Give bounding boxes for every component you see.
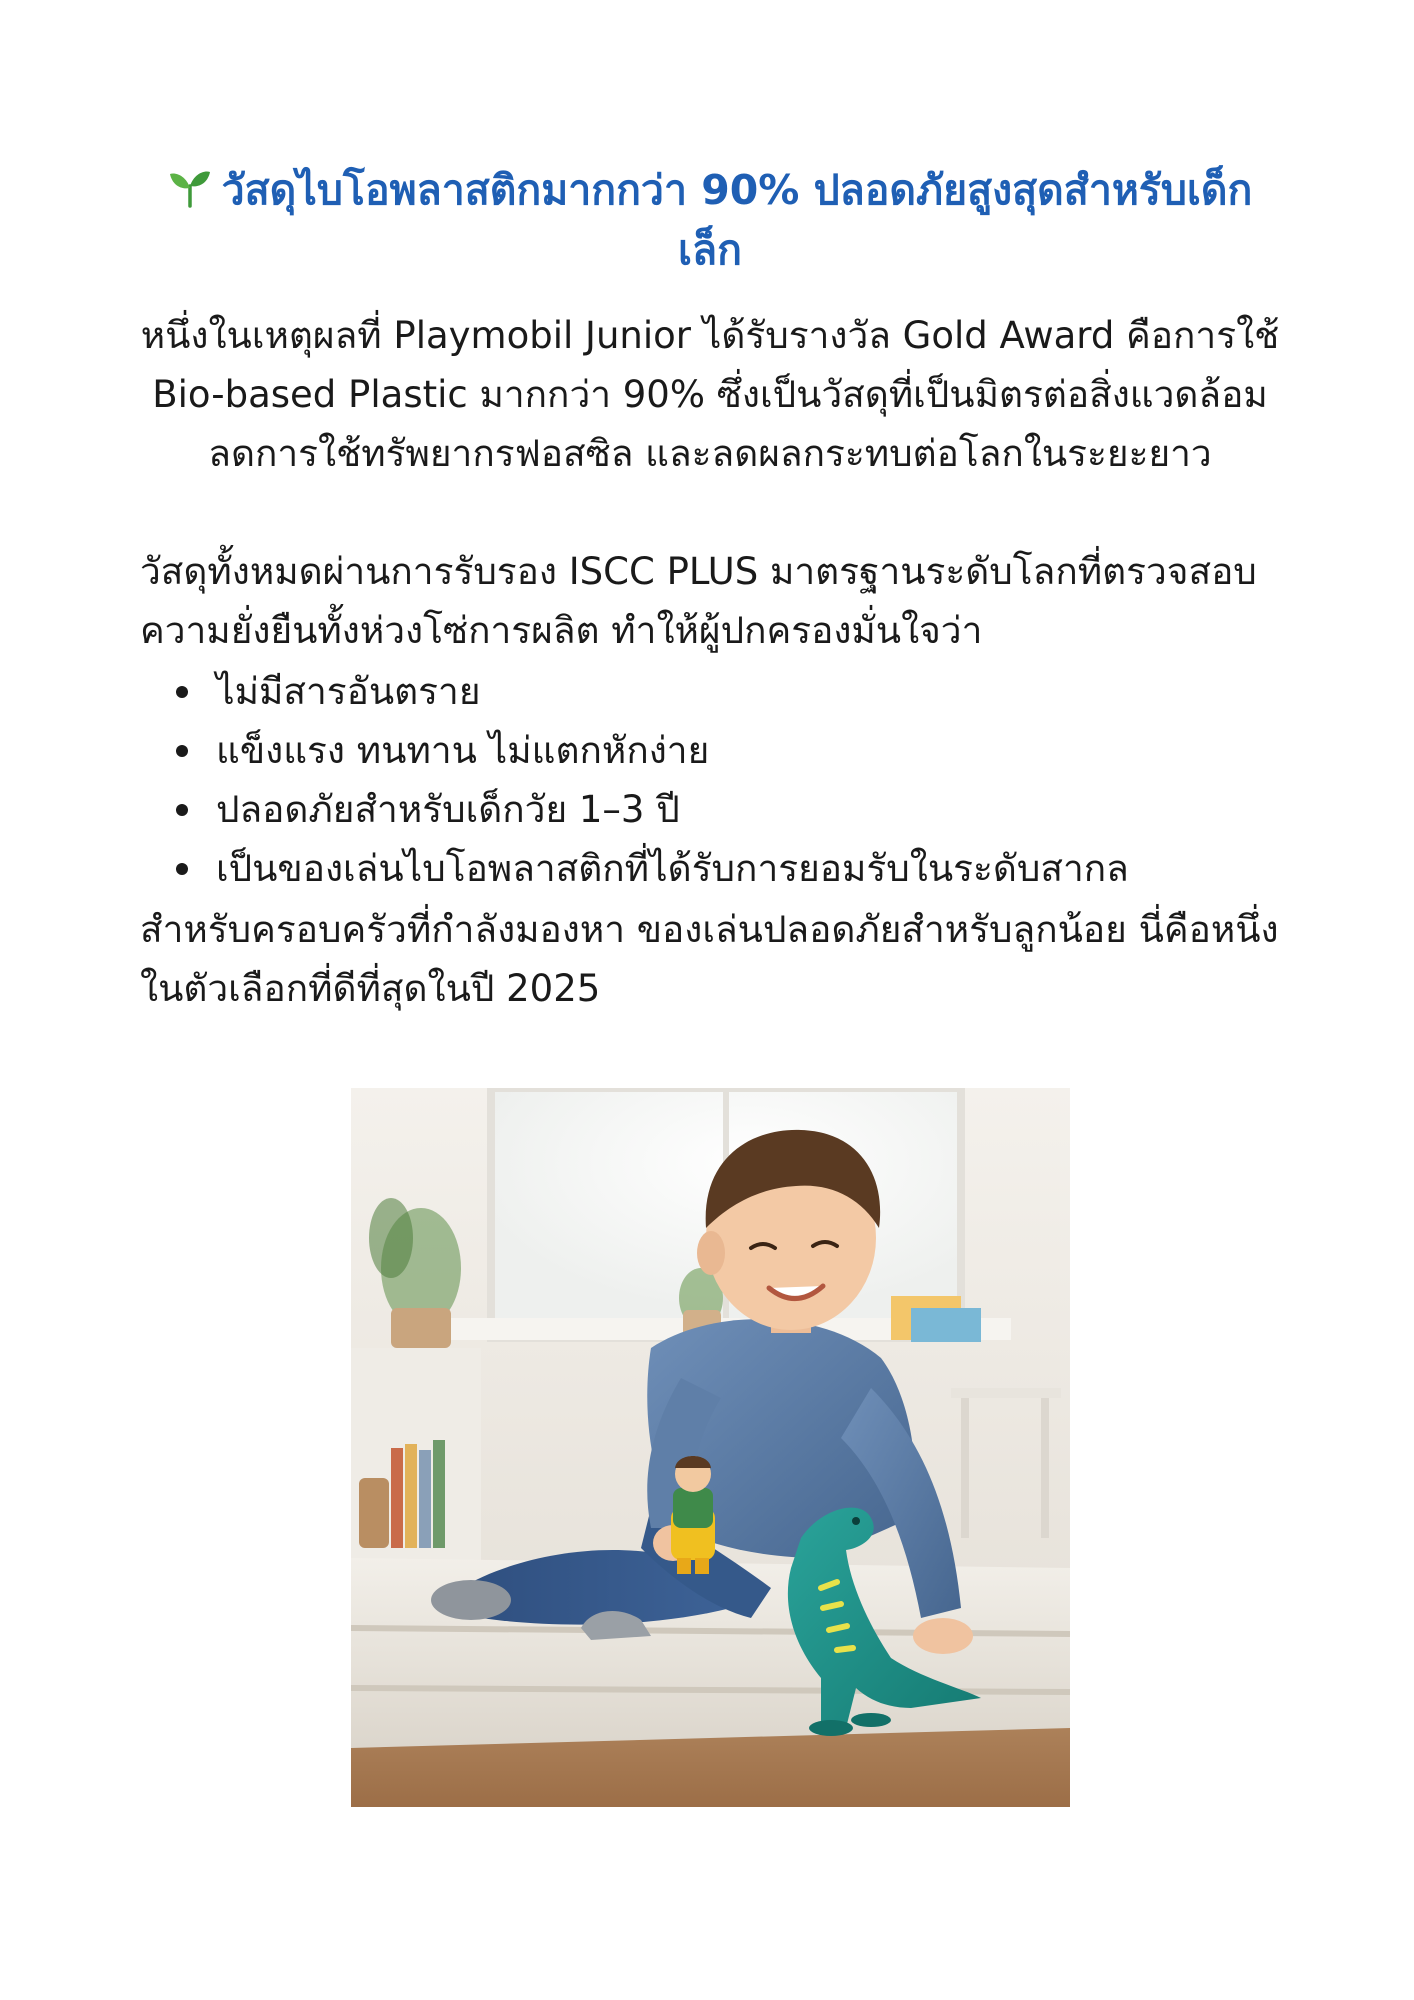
list-item — [168, 662, 1268, 721]
list-item-text: ไม่มีสารอันตราย — [216, 670, 481, 713]
section-heading-text: วัสดุไบโอพลาสติกมากกว่า 90% ปลอดภัยสูงสุดสำหรับเด็กเล็ก — [221, 166, 1253, 274]
sprout-icon — [168, 168, 212, 208]
bullet-icon — [176, 686, 188, 698]
list-item-text: ปลอดภัยสำหรับเด็กวัย 1–3 ปี — [216, 788, 680, 831]
bullet-icon — [176, 745, 188, 757]
benefits-list — [168, 662, 1268, 898]
list-item-text: แข็งแรง ทนทาน ไม่แตกหักง่าย — [216, 729, 710, 772]
bullet-icon — [176, 804, 188, 816]
list-item-text: เป็นของเล่นไบโอพลาสติกที่ได้รับการยอมรับในระดับสากล — [216, 847, 1129, 890]
list-item — [168, 839, 1268, 898]
child-playing-photo — [351, 1088, 1070, 1807]
list-item — [168, 721, 1268, 780]
intro-paragraph: หนึ่งในเหตุผลที่ Playmobil Junior ได้รับรางวัล Gold Award คือการใช้ Bio-based Plastic มากกว่า 90% ซึ่งเป็นวัสดุที่เป็นมิตรต่อสิ่งแวดล้อม ลดการใช้ทรัพยากรฟอสซิล และลดผลกระทบต่อโลกในระยะยาว — [140, 314, 1280, 475]
bullet-icon — [176, 863, 188, 875]
closing-paragraph: สำหรับครอบครัวที่กำลังมองหา ของเล่นปลอดภัยสำหรับลูกน้อย นี่คือหนึ่งในตัวเลือกที่ดีที่สุดในปี 2025 — [140, 908, 1279, 1010]
section-heading — [140, 160, 1280, 280]
child-playing-with-dinosaur-toy-photo — [351, 1088, 1070, 1807]
certification-paragraph: วัสดุทั้งหมดผ่านการรับรอง ISCC PLUS มาตรฐานระดับโลกที่ตรวจสอบความยั่งยืนทั้งห่วงโซ่การผลิต ทำให้ผู้ปกครองมั่นใจว่า — [140, 550, 1257, 652]
list-item — [168, 780, 1268, 839]
